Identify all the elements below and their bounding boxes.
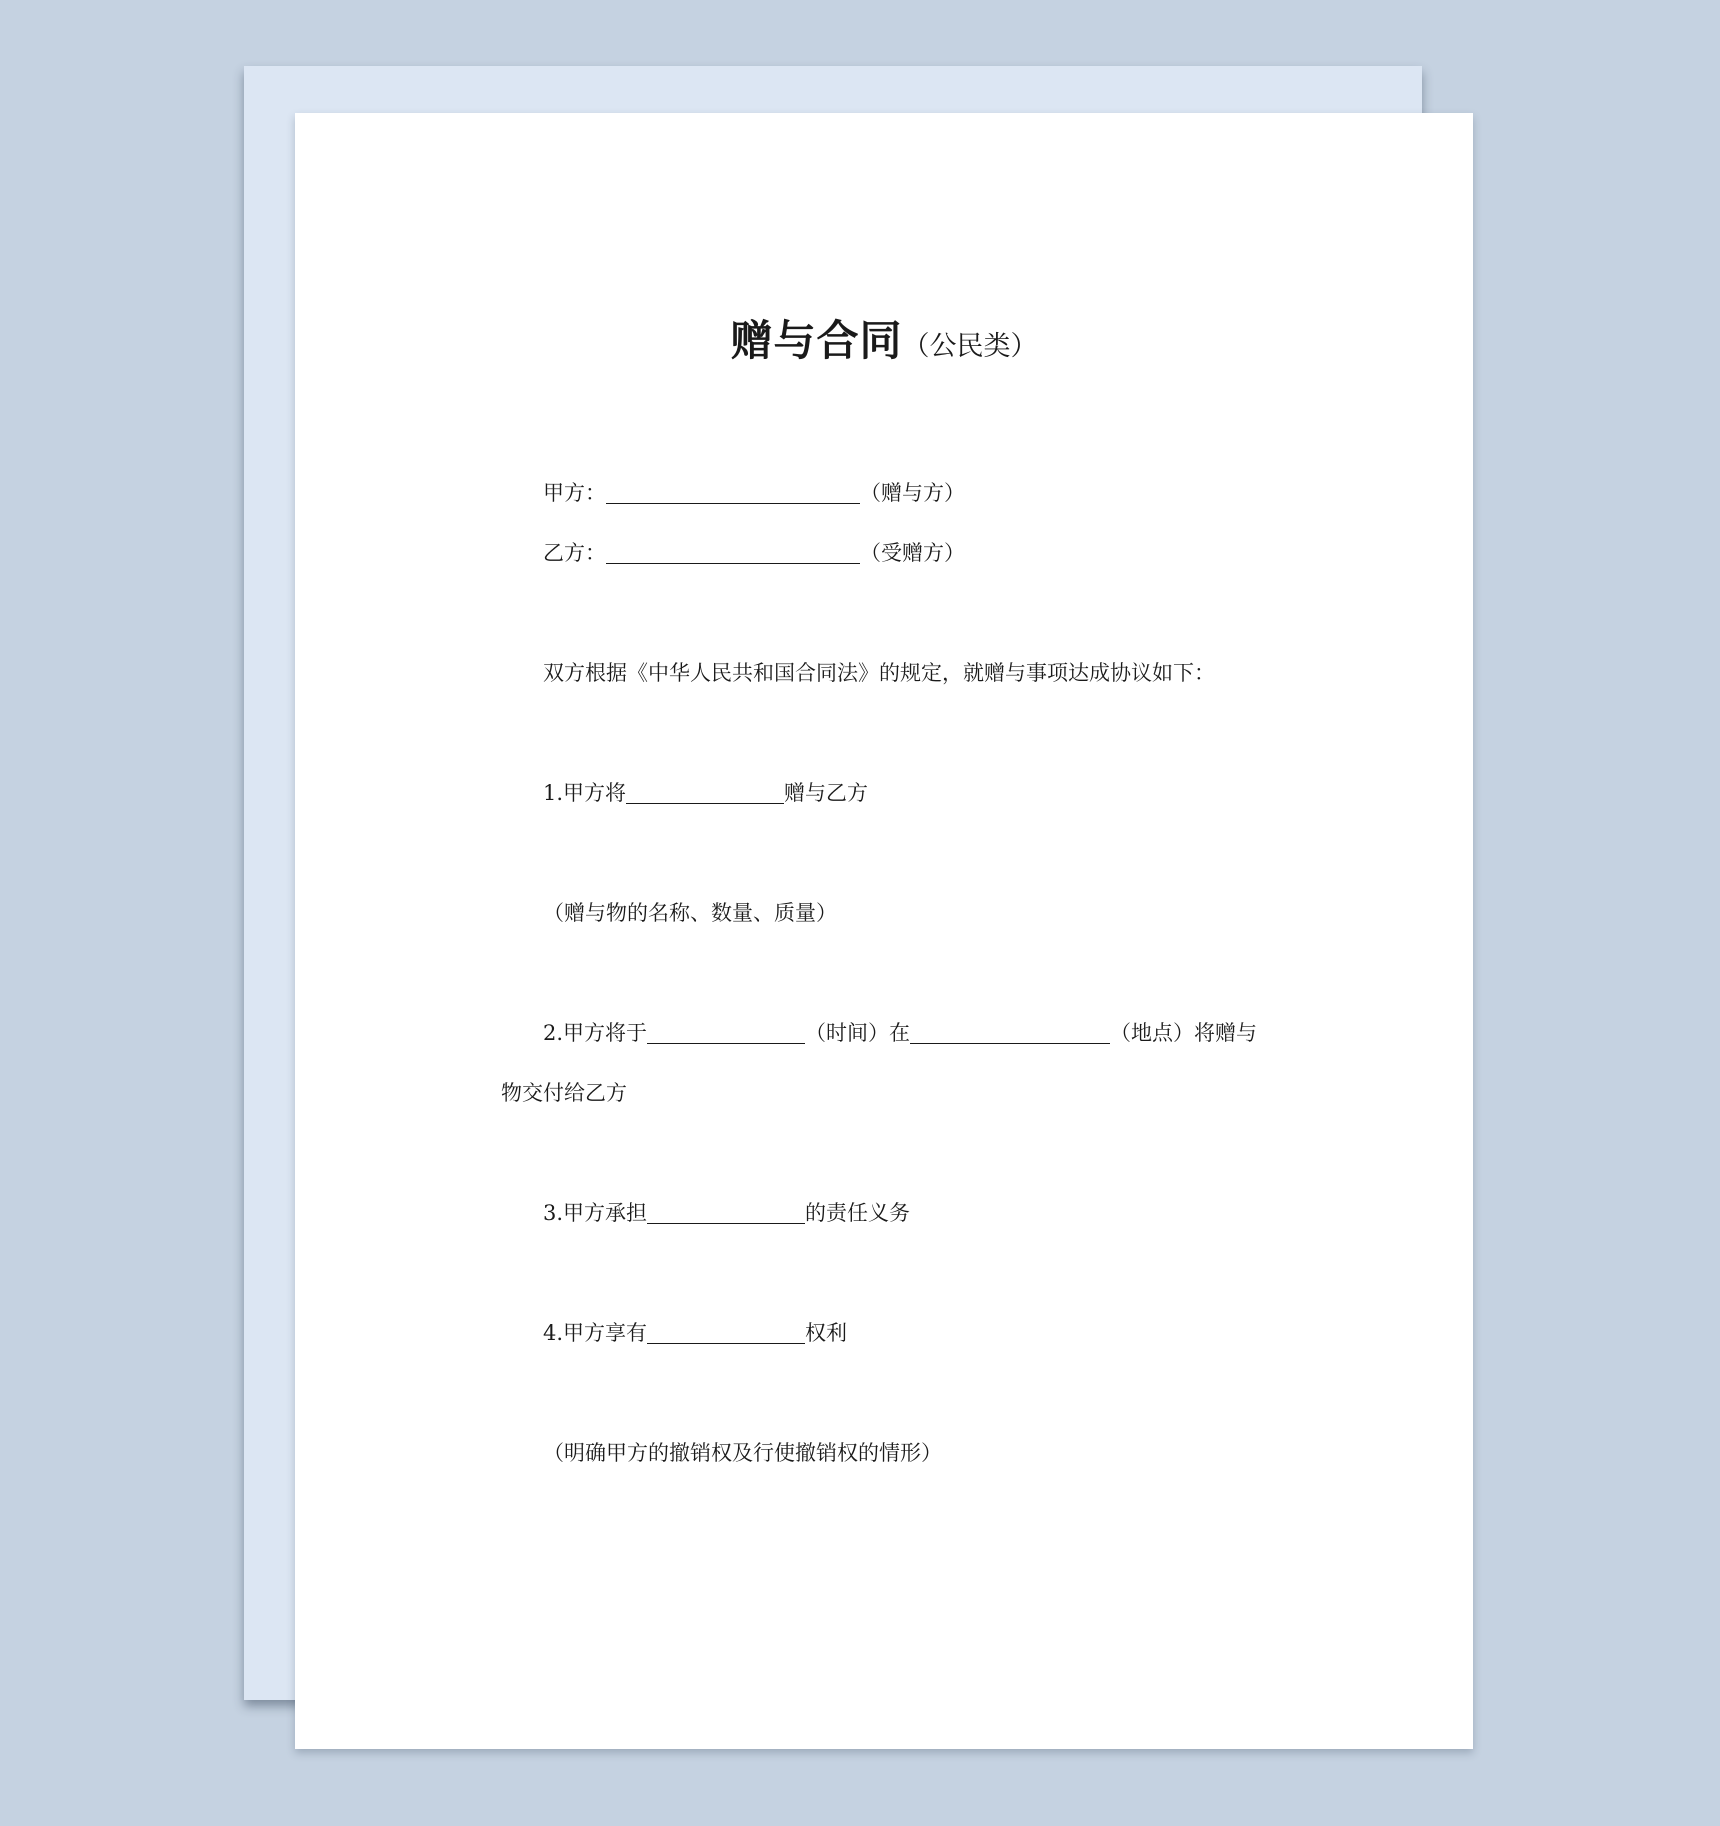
clause-2-line xyxy=(543,1013,1257,1053)
title-main: 赠与合同 xyxy=(730,316,903,365)
clause-3-prefix: 3.甲方承担 xyxy=(543,1201,648,1225)
clause-4-prefix: 4.甲方享有 xyxy=(543,1321,648,1345)
title-category-note: （公民类） xyxy=(902,331,1038,362)
clause-3-suffix: 的责任义务 xyxy=(805,1201,911,1225)
party-a-line xyxy=(543,473,965,513)
clause-3-blank[interactable] xyxy=(647,1199,805,1224)
clause-2-prefix: 2.甲方将于 xyxy=(543,1021,648,1045)
party-a-role: （赠与方） xyxy=(860,481,965,505)
party-a-blank[interactable] xyxy=(606,479,860,504)
clause-1-blank[interactable] xyxy=(626,779,784,804)
clause-3-line xyxy=(543,1193,910,1233)
party-a-label: 甲方： xyxy=(543,481,606,505)
clause-2-time-label: （时间）在 xyxy=(805,1021,911,1045)
clause-1-line xyxy=(543,773,868,813)
clause-2-place-label: （地点）将赠与 xyxy=(1110,1021,1258,1045)
clause-4-note: （明确甲方的撤销权及行使撤销权的情形） xyxy=(543,1441,942,1465)
party-b-blank[interactable] xyxy=(606,539,860,564)
clause-4-blank[interactable] xyxy=(647,1319,805,1344)
clause-4-suffix: 权利 xyxy=(805,1321,848,1345)
clause-1-suffix: 赠与乙方 xyxy=(784,781,869,805)
party-b-label: 乙方： xyxy=(543,541,606,565)
party-b-role: （受赠方） xyxy=(860,541,965,565)
clause-1-prefix: 1.甲方将 xyxy=(543,781,627,805)
clause-1-note: （赠与物的名称、数量、质量） xyxy=(543,901,837,925)
clause-2-place-blank[interactable] xyxy=(910,1019,1110,1044)
document-title xyxy=(295,311,1473,380)
clause-2-time-blank[interactable] xyxy=(647,1019,805,1044)
clause-4-line xyxy=(543,1313,847,1353)
preamble-text: 双方根据《中华人民共和国合同法》的规定，就赠与事项达成协议如下： xyxy=(543,661,1215,685)
document-page xyxy=(295,113,1473,1749)
clause-2-continuation: 物交付给乙方 xyxy=(501,1081,627,1105)
party-b-line xyxy=(543,533,965,573)
